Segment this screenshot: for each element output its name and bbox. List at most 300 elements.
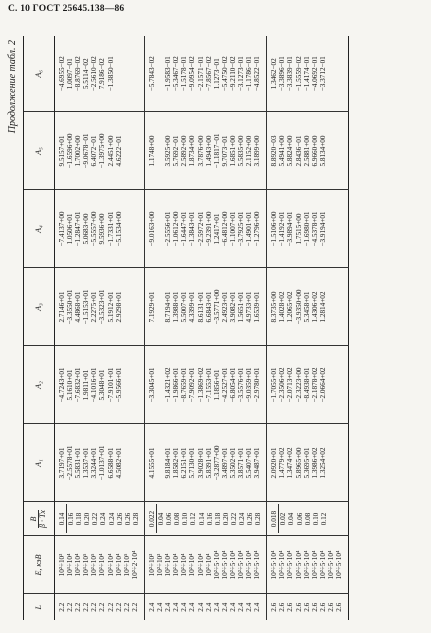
col-header-A3: A₃ bbox=[24, 268, 55, 346]
cell-A5: −1.6596+00 bbox=[66, 133, 75, 169]
cell-L: 2.4 bbox=[180, 602, 189, 612]
cell-E: 10²÷5·10⁴ bbox=[212, 550, 221, 580]
header-row bbox=[24, 36, 55, 620]
cell-E: 10³÷10⁴ bbox=[66, 553, 75, 577]
cell-A3: 4.9733+01 bbox=[245, 291, 254, 323]
cell-A4: −2.5556+01 bbox=[164, 211, 173, 247]
cell-A2: −3.5576+01 bbox=[236, 367, 245, 403]
cell-B: 0.10 bbox=[181, 512, 190, 526]
col-E-values bbox=[144, 536, 266, 594]
cell-A4: −9.2391+00 bbox=[204, 211, 213, 247]
cell-A4: 9.5936+00 bbox=[98, 213, 107, 245]
cell-A3 bbox=[123, 271, 131, 344]
col-A5-values bbox=[144, 112, 266, 190]
cell-B: 0.18 bbox=[75, 512, 84, 526]
cell-L: 2.4 bbox=[204, 602, 213, 612]
cell-B: 0.14 bbox=[58, 505, 67, 534]
cell-A3: −3.5323+01 bbox=[98, 289, 107, 325]
cell-A3: 4.3399+01 bbox=[188, 291, 197, 323]
col-A6-values bbox=[267, 36, 349, 112]
cell-A6: −5.7843−02 bbox=[147, 56, 156, 92]
cell-A2 bbox=[335, 349, 343, 422]
cell-E: 10²÷5·10⁴ bbox=[302, 550, 311, 580]
cell-A5: 2.5881+00 bbox=[302, 135, 311, 167]
cell-A1: 5.7130+01 bbox=[188, 447, 197, 479]
col-header-L: L bbox=[24, 594, 55, 620]
cell-A2: −2.9780+01 bbox=[253, 367, 262, 403]
cell-A2: −2.3506+02 bbox=[278, 367, 287, 403]
cell-A2: −1.4321+02 bbox=[164, 367, 173, 403]
col-A3-values bbox=[144, 268, 266, 346]
cell-A5: 2.5892+00 bbox=[180, 135, 189, 167]
cell-B: 0.12 bbox=[319, 512, 328, 526]
cell-A3: 1.6539+01 bbox=[253, 291, 262, 323]
cell-A6: 1.1273−01 bbox=[212, 58, 221, 90]
cell-A4: −1.6447+01 bbox=[180, 211, 189, 247]
cell-A3: 6.6843+01 bbox=[204, 291, 213, 323]
cell-L: 2.6 bbox=[286, 602, 295, 612]
cell-A3: 5.1912+01 bbox=[106, 291, 115, 323]
col-B-values bbox=[55, 502, 145, 536]
cell-E: 10²÷5·10⁴ bbox=[326, 550, 335, 580]
cell-A6: −2.1571−01 bbox=[196, 56, 205, 92]
cell-A2: −1.9866+01 bbox=[172, 367, 181, 403]
cell-E: 10²÷5·10⁴ bbox=[286, 550, 295, 580]
cell-A2: 1.1856+01 bbox=[212, 369, 221, 401]
cell-B: 0.04 bbox=[287, 512, 296, 526]
cell-A3: 2.2275+01 bbox=[90, 291, 99, 323]
cell-A6: −5.3467−02 bbox=[172, 56, 181, 92]
cell-A2: −2.3223+00 bbox=[294, 367, 303, 403]
cell-A1: −1.0137+01 bbox=[98, 445, 107, 481]
cell-A5: 5.8824+00 bbox=[286, 135, 295, 167]
cell-B: 0.20 bbox=[221, 512, 230, 526]
cell-A4 bbox=[335, 193, 343, 266]
col-A4-values bbox=[144, 190, 266, 268]
cell-A3: 5.5007+01 bbox=[180, 291, 189, 323]
cell-A4: −9.0163+00 bbox=[147, 211, 156, 247]
cell-L: 2.6 bbox=[326, 602, 335, 612]
cell-A6: −1.4174−01 bbox=[302, 56, 311, 92]
cell-A2: −8.7659+01 bbox=[180, 367, 189, 403]
cell-L: 2.4 bbox=[172, 602, 181, 612]
group-L-2-4 bbox=[144, 36, 266, 620]
cell-A4: −5.5557+00 bbox=[90, 211, 99, 247]
cell-A3: 8.3735+00 bbox=[270, 291, 279, 323]
page-header: С. 10 ГОСТ 25645.138—86 bbox=[8, 4, 125, 14]
cell-A5: 3.5925+00 bbox=[164, 135, 173, 167]
cell-B: 0.16 bbox=[67, 512, 76, 526]
cell-B: 0.22 bbox=[229, 512, 238, 526]
cell-A3: 2.7146+01 bbox=[58, 291, 66, 323]
cell-A2: −1.3869+02 bbox=[196, 367, 205, 403]
cell-E: 10²÷5·10⁴ bbox=[228, 550, 237, 580]
cell-A4: −1.4901+01 bbox=[245, 211, 254, 247]
cell-A4: −1.0612+00 bbox=[172, 211, 181, 247]
cell-A1 bbox=[335, 427, 343, 500]
col-A4-values bbox=[267, 190, 349, 268]
cell-A6: −4.8522−01 bbox=[253, 56, 262, 92]
cell-E: 10³÷10⁵ bbox=[82, 553, 91, 577]
cell-E: 10²÷10⁴ bbox=[196, 553, 205, 577]
cell-E: 10²÷5·10⁴ bbox=[335, 550, 343, 580]
cell-E: 10²÷10⁵ bbox=[90, 553, 99, 577]
cell-A6: −3.3896−01 bbox=[278, 56, 287, 92]
cell-A3: 2.9298+01 bbox=[114, 291, 123, 323]
col-header-A2: A₂ bbox=[24, 346, 55, 424]
cell-B: 0.04 bbox=[157, 512, 166, 526]
rotated-table-page bbox=[3, 28, 423, 628]
cell-A3: 5.3458+01 bbox=[302, 291, 311, 323]
group-row bbox=[144, 36, 266, 620]
cell-A6: 1.0097−01 bbox=[66, 58, 75, 90]
cell-L: 2.2 bbox=[74, 602, 83, 612]
cell-A5: 6.9660+00 bbox=[310, 135, 319, 167]
cell-L: 2.4 bbox=[188, 602, 197, 612]
cell-E: 10²÷10⁴ bbox=[188, 553, 197, 577]
col-A3-values bbox=[267, 268, 349, 346]
cell-A5: 5.7692−01 bbox=[172, 135, 181, 167]
cell-A4: −1.5106+00 bbox=[270, 211, 279, 247]
col-header-A6: A₆ bbox=[24, 36, 55, 112]
cell-L: 2.2 bbox=[114, 602, 123, 612]
cell-A6: −1.3850−01 bbox=[106, 56, 115, 92]
col-A3-values bbox=[55, 268, 145, 346]
cell-A1: 5.3695+01 bbox=[302, 447, 311, 479]
cell-A4: −2.5972+01 bbox=[196, 211, 205, 247]
cell-A5: −1.1817−01 bbox=[212, 133, 221, 169]
col-E-values bbox=[267, 536, 349, 594]
col-B-values bbox=[144, 502, 266, 536]
cell-A2: −6.8054+01 bbox=[228, 367, 237, 403]
cell-A4: 1.0506+01 bbox=[66, 213, 75, 245]
col-A5-values bbox=[55, 112, 145, 190]
cell-A2 bbox=[156, 349, 164, 422]
cell-A6: −1.5559−02 bbox=[294, 56, 303, 92]
cell-A1: 1.3986+02 bbox=[310, 447, 319, 479]
cell-B: 0.24 bbox=[237, 512, 246, 526]
cell-E: 10²÷10³ bbox=[58, 553, 66, 577]
cell-A2 bbox=[131, 349, 139, 422]
table-continuation-label: Продолжение табл. 2 bbox=[7, 40, 18, 134]
col-header-E: E, кэВ bbox=[24, 536, 55, 594]
cell-B: 0.018 bbox=[270, 505, 279, 534]
cell-A1: 3.4897+01 bbox=[220, 447, 229, 479]
cell-A6: −8.8769−02 bbox=[74, 56, 83, 92]
cell-A1: 1.4779+02 bbox=[278, 447, 287, 479]
cell-A2: −2.0664+02 bbox=[318, 367, 327, 403]
cell-A5: 2.1152+00 bbox=[245, 135, 254, 167]
cell-A6 bbox=[123, 38, 131, 110]
cell-A4 bbox=[156, 193, 164, 266]
col-L-values bbox=[144, 594, 266, 620]
col-header-B-num: B bbox=[30, 510, 39, 528]
cell-L: 2.2 bbox=[82, 602, 91, 612]
cell-A1: 1.3537+01 bbox=[82, 447, 91, 479]
cell-A3 bbox=[131, 271, 139, 344]
cell-A6: −1.5178−01 bbox=[180, 56, 189, 92]
cell-B bbox=[328, 505, 336, 534]
cell-A5: 9.5157+01 bbox=[58, 135, 66, 167]
cell-A2: 5.1610+01 bbox=[66, 369, 75, 401]
cell-A3: 7.1929+01 bbox=[147, 291, 156, 323]
cell-A4: −3.9194+01 bbox=[318, 211, 327, 247]
cell-A3: −3.5771+00 bbox=[212, 289, 221, 325]
cell-A6: −2.5610−02 bbox=[90, 56, 99, 92]
cell-A3: 2.4923+01 bbox=[220, 291, 229, 323]
cell-A1: 3.3244+01 bbox=[90, 447, 99, 479]
cell-A2: −7.9101+01 bbox=[106, 367, 115, 403]
cell-L: 2.6 bbox=[335, 602, 343, 612]
cell-A6: −3.3839−01 bbox=[286, 56, 295, 92]
cell-A3: 1.4306+02 bbox=[310, 291, 319, 323]
cell-A2: −7.9092+01 bbox=[188, 367, 197, 403]
cell-B: 0.14 bbox=[197, 512, 206, 526]
cell-L: 2.4 bbox=[212, 602, 221, 612]
cell-L: 2.2 bbox=[90, 602, 99, 612]
cell-A5: 1.8734+00 bbox=[188, 135, 197, 167]
cell-B: 0.12 bbox=[189, 512, 198, 526]
cell-A6: −3.1273−01 bbox=[236, 56, 245, 92]
cell-L: 2.6 bbox=[270, 602, 279, 612]
cell-L: 2.4 bbox=[164, 602, 173, 612]
cell-E: 10²÷10⁴ bbox=[172, 553, 181, 577]
cell-A5: 1.6851+00 bbox=[228, 135, 237, 167]
cell-A4: −3.9894+01 bbox=[286, 211, 295, 247]
col-header-A4: A₄ bbox=[24, 190, 55, 268]
cell-A5 bbox=[335, 115, 343, 188]
cell-A1: 5.8391+01 bbox=[204, 447, 213, 479]
cell-A2: −3.3045+01 bbox=[147, 367, 156, 403]
cell-L: 2.6 bbox=[310, 602, 319, 612]
cell-E: 10²÷5·10⁴ bbox=[236, 550, 245, 580]
cell-A3 bbox=[335, 271, 343, 344]
cell-B: 0.06 bbox=[295, 512, 304, 526]
cell-A6: −3.3712−01 bbox=[318, 56, 327, 92]
cell-B: 0.06 bbox=[165, 512, 174, 526]
cell-A4: −4.5378+01 bbox=[310, 211, 319, 247]
cell-L: 2.4 bbox=[147, 602, 156, 612]
cell-A4: −1.7331+01 bbox=[106, 211, 115, 247]
cell-A3: −3.3550+01 bbox=[66, 289, 75, 325]
cell-E: 10²÷10⁴ bbox=[114, 553, 123, 577]
cell-A5: 1.1748+00 bbox=[147, 135, 156, 167]
cell-A4: −1.2847+01 bbox=[74, 211, 83, 247]
cell-A3: 1.5651+01 bbox=[236, 291, 245, 323]
col-L-values bbox=[267, 594, 349, 620]
cell-E: 10²÷5·10⁴ bbox=[318, 550, 327, 580]
col-A1-values bbox=[144, 424, 266, 502]
cell-A1: 1.3254+02 bbox=[318, 447, 327, 479]
cell-A1: 1.3474+02 bbox=[286, 447, 295, 479]
cell-E: 10²÷5·10⁴ bbox=[310, 550, 319, 580]
cell-B: 0.022 bbox=[148, 505, 157, 534]
group-row bbox=[55, 36, 145, 620]
cell-E: 10²÷10⁴ bbox=[98, 553, 107, 577]
cell-A4: −5.1534+00 bbox=[114, 211, 123, 247]
col-E-values bbox=[55, 536, 145, 594]
cell-A1: 6.6588+01 bbox=[106, 447, 115, 479]
cell-A1: 5.5407+01 bbox=[245, 447, 254, 479]
cell-A2: −4.1016+01 bbox=[90, 367, 99, 403]
group-L-2-2 bbox=[55, 36, 145, 620]
cell-A3 bbox=[327, 271, 335, 344]
cell-A1: 1.8582+01 bbox=[172, 447, 181, 479]
cell-A2: 5.3048+01 bbox=[98, 369, 107, 401]
cell-A1: 3.7197+01 bbox=[58, 447, 66, 479]
cell-A4: −1.1007+01 bbox=[228, 211, 237, 247]
cell-A4 bbox=[131, 193, 139, 266]
cell-L: 2.2 bbox=[58, 602, 66, 612]
cell-A4 bbox=[327, 193, 335, 266]
cell-A6 bbox=[335, 38, 343, 110]
cell-A4 bbox=[123, 193, 131, 266]
cell-A4: 1.2417+01 bbox=[212, 213, 221, 245]
cell-A6 bbox=[327, 38, 335, 110]
cell-A1: −2.5578+01 bbox=[66, 445, 75, 481]
cell-A6 bbox=[131, 38, 139, 110]
cell-A1: 2.0920+01 bbox=[270, 447, 279, 479]
cell-A4: 1.7515+00 bbox=[294, 213, 303, 245]
cell-B: 0.24 bbox=[99, 512, 108, 526]
cell-A1: 6.2151+01 bbox=[180, 447, 189, 479]
cell-E: 10²÷5·10⁴ bbox=[278, 550, 287, 580]
cell-A2: −2.1878+02 bbox=[310, 367, 319, 403]
cell-L: 2.4 bbox=[196, 602, 205, 612]
cell-L: 2.6 bbox=[318, 602, 327, 612]
cell-A5: 2.4451+00 bbox=[106, 135, 115, 167]
cell-B: 0.28 bbox=[131, 512, 140, 526]
cell-L: 2.2 bbox=[122, 602, 131, 612]
cell-B bbox=[336, 505, 344, 534]
cell-A5: 8.8920−03 bbox=[270, 135, 279, 167]
cell-A1: 9.8184+01 bbox=[164, 447, 173, 479]
cell-A1: 4.5082+01 bbox=[114, 447, 123, 479]
cell-A2: −9.0359+01 bbox=[245, 367, 254, 403]
cell-E: 10²÷10⁴ bbox=[180, 553, 189, 577]
cell-A5 bbox=[156, 115, 164, 188]
cell-A5 bbox=[327, 115, 335, 188]
cell-A3: −3.9350+00 bbox=[294, 289, 303, 325]
cell-A2: 1.9811+01 bbox=[82, 369, 91, 401]
cell-A1 bbox=[156, 427, 164, 500]
cell-L: 2.4 bbox=[253, 602, 262, 612]
cell-A3: 1.2814+02 bbox=[318, 291, 327, 323]
cell-A6 bbox=[156, 38, 164, 110]
cell-A1 bbox=[131, 427, 139, 500]
col-L-values bbox=[55, 594, 145, 620]
cell-B: 0.10 bbox=[311, 512, 320, 526]
cell-A5: 3.1899+00 bbox=[253, 135, 262, 167]
cell-A2: −1.7055+01 bbox=[270, 367, 279, 403]
cell-B: 0.08 bbox=[303, 512, 312, 526]
cell-A3: 8.7194+01 bbox=[164, 291, 173, 323]
col-A6-values bbox=[144, 36, 266, 112]
cell-A3: 8.6131+01 bbox=[196, 291, 205, 323]
cell-E: 10²÷10⁴ bbox=[164, 553, 173, 577]
cell-B: 0.26 bbox=[115, 512, 124, 526]
cell-B: 0.24 bbox=[107, 512, 116, 526]
cell-A1: 5.5831+01 bbox=[74, 447, 83, 479]
cell-A5 bbox=[131, 115, 139, 188]
col-header-B bbox=[24, 502, 55, 536]
cell-B: 0.08 bbox=[173, 512, 182, 526]
cell-L: 2.6 bbox=[302, 602, 311, 612]
cell-E: 10²÷10⁴ bbox=[204, 553, 213, 577]
cell-B: 0.26 bbox=[123, 512, 132, 526]
cell-A4: −1.3843+01 bbox=[188, 211, 197, 247]
cell-A2: −8.4938+01 bbox=[302, 367, 311, 403]
cell-A6: −9.2110−02 bbox=[228, 56, 237, 92]
cell-L: 2.2 bbox=[106, 602, 115, 612]
cell-L: 2.2 bbox=[66, 602, 75, 612]
cell-A5: 5.5835+00 bbox=[236, 135, 245, 167]
cell-B: 0.22 bbox=[91, 512, 100, 526]
cell-E: 10²÷5·10⁴ bbox=[245, 550, 254, 580]
cell-L: 2.4 bbox=[156, 602, 165, 612]
cell-A3: 3.9082+01 bbox=[228, 291, 237, 323]
cell-L: 2.4 bbox=[228, 602, 237, 612]
cell-A6: 5.5114−02 bbox=[82, 58, 91, 90]
cell-A6: −5.4750−02 bbox=[220, 56, 229, 92]
cell-A3: 1.3988+01 bbox=[172, 291, 181, 323]
cell-A5: −1.3975+00 bbox=[98, 133, 107, 169]
cell-B: 0.28 bbox=[254, 512, 263, 526]
cell-A5: −9.0678−01 bbox=[82, 133, 91, 169]
cell-A1: 3.8571+01 bbox=[236, 447, 245, 479]
data-table bbox=[23, 36, 349, 620]
cell-A6: 1.3462−02 bbox=[270, 58, 279, 90]
cell-A5: 5.8134+00 bbox=[318, 135, 327, 167]
cell-A4: −7.4137+00 bbox=[58, 211, 66, 247]
cell-A1: 5.8965+00 bbox=[294, 447, 303, 479]
cell-E: 10²÷5·10⁴ bbox=[270, 550, 279, 580]
cell-A6: −1.1786−01 bbox=[245, 56, 254, 92]
cell-B: 0.26 bbox=[246, 512, 255, 526]
cell-A4: −1.2796+00 bbox=[253, 211, 262, 247]
cell-A5: 1.7002+00 bbox=[74, 135, 83, 167]
cell-B: 0.16 bbox=[205, 512, 214, 526]
cell-A5: 4.6222−01 bbox=[114, 135, 123, 167]
col-A2-values bbox=[267, 346, 349, 424]
cell-A4: −1.4192+01 bbox=[278, 211, 287, 247]
cell-A3: 1.2065+02 bbox=[286, 291, 295, 323]
cell-A5: 2.8436−01 bbox=[294, 135, 303, 167]
cell-A1 bbox=[123, 427, 131, 500]
col-A2-values bbox=[55, 346, 145, 424]
col-header-B-den: β · Tx bbox=[38, 510, 48, 528]
cell-A1: 4.1555+01 bbox=[147, 447, 156, 479]
cell-A3: 4.4868+01 bbox=[74, 291, 83, 323]
cell-A1: 5.3502+01 bbox=[228, 447, 237, 479]
cell-A4: −3.7925+01 bbox=[236, 211, 245, 247]
col-header-A5: A₅ bbox=[24, 112, 55, 190]
cell-A1: −3.2877+00 bbox=[212, 445, 221, 481]
cell-A4: 5.0683+00 bbox=[82, 213, 91, 245]
cell-A2: −2.0713+02 bbox=[286, 367, 295, 403]
cell-E: 10²÷10³ bbox=[147, 553, 156, 577]
cell-A2: −5.9566+01 bbox=[114, 367, 123, 403]
col-A1-values bbox=[55, 424, 145, 502]
cell-E: 10²÷2·10⁴ bbox=[130, 550, 139, 580]
cell-A1 bbox=[327, 427, 335, 500]
cell-A2: −7.1553+01 bbox=[204, 367, 213, 403]
cell-A4: −6.4812+00 bbox=[220, 211, 229, 247]
cell-L: 2.4 bbox=[245, 602, 254, 612]
cell-L: 2.6 bbox=[278, 602, 287, 612]
col-A5-values bbox=[267, 112, 349, 190]
cell-A3 bbox=[156, 271, 164, 344]
